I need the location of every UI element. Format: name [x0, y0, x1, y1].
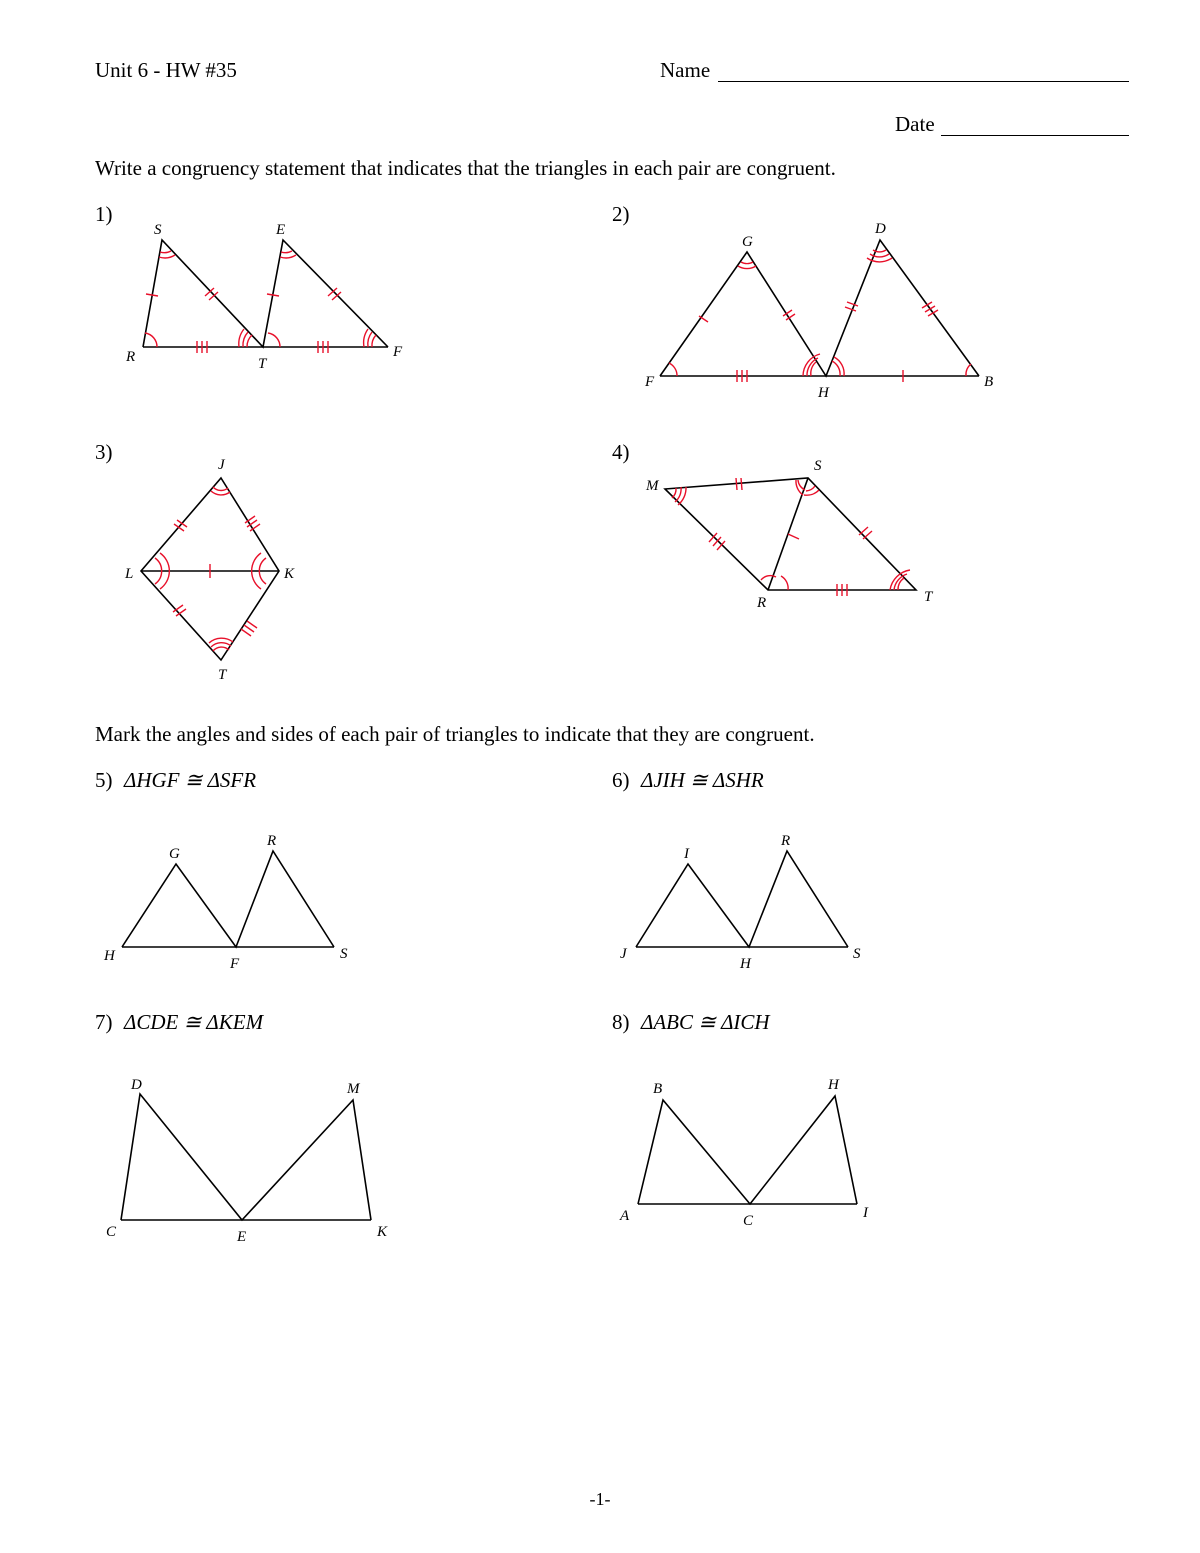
vertex-label-k: K	[377, 1224, 388, 1240]
section2-instruction: Mark the angles and sides of each pair of triangles to indicate that they are congruent.	[95, 722, 815, 746]
vertex-label-l: L	[125, 566, 134, 582]
vertex-label-c: C	[106, 1224, 117, 1240]
vertex-label-s: S	[814, 458, 822, 474]
worksheet-title: Unit 6 - HW #35	[95, 58, 237, 82]
name-label: Name	[660, 58, 711, 82]
vertex-label-f: F	[645, 374, 655, 390]
vertex-label-h: H	[104, 948, 115, 964]
vertex-label-g: G	[742, 234, 753, 250]
vertex-label-f: F	[230, 956, 240, 972]
vertex-label-i: I	[684, 846, 689, 862]
vertex-label-s: S	[340, 946, 348, 962]
vertex-label-r: R	[781, 833, 791, 849]
section1-instruction: Write a congruency statement that indicates that the triangles in each pair are congruent.	[95, 156, 836, 180]
problem-5-number: 5)	[95, 768, 113, 792]
vertex-label-h: H	[828, 1077, 839, 1093]
vertex-label-s: S	[853, 946, 861, 962]
vertex-label-t: T	[924, 589, 933, 605]
vertex-label-r: R	[267, 833, 277, 849]
vertex-label-b: B	[984, 374, 994, 390]
vertex-label-m: M	[646, 478, 659, 494]
vertex-label-f: F	[393, 344, 403, 360]
vertex-label-e: E	[237, 1229, 247, 1245]
vertex-label-m: M	[347, 1081, 360, 1097]
problem-8-number: 8)	[612, 1010, 630, 1034]
vertex-label-r: R	[126, 349, 136, 365]
vertex-label-t: T	[218, 667, 227, 683]
page-number: -1-	[589, 1489, 611, 1509]
problem-8-statement: ΔABC ≅ ΔICH	[641, 1010, 770, 1034]
vertex-label-d: D	[875, 221, 886, 237]
vertex-label-e: E	[276, 222, 286, 238]
vertex-label-d: D	[131, 1077, 142, 1093]
vertex-label-h: H	[740, 956, 751, 972]
vertex-label-a: A	[620, 1208, 630, 1224]
vertex-label-j: J	[218, 457, 225, 473]
vertex-label-b: B	[653, 1081, 663, 1097]
vertex-label-s: S	[154, 222, 162, 238]
vertex-label-c: C	[743, 1213, 754, 1229]
vertex-label-t: T	[258, 356, 267, 372]
problem-7-statement: ΔCDE ≅ ΔKEM	[124, 1010, 264, 1034]
problem-7-number: 7)	[95, 1010, 113, 1034]
vertex-label-g: G	[169, 846, 180, 862]
vertex-label-k: K	[284, 566, 295, 582]
problem-6-statement: ΔJIH ≅ ΔSHR	[641, 768, 764, 792]
problem-4-number: 4)	[612, 440, 630, 464]
vertex-label-r: R	[757, 595, 767, 611]
vertex-label-h: H	[818, 385, 829, 401]
vertex-label-j: J	[620, 946, 627, 962]
problem-3-number: 3)	[95, 440, 113, 464]
vertex-label-i: I	[863, 1205, 868, 1221]
problem-6-number: 6)	[612, 768, 630, 792]
date-label: Date	[895, 112, 935, 136]
problem-1-number: 1)	[95, 202, 113, 226]
problem-2-number: 2)	[612, 202, 630, 226]
problem-5-statement: ΔHGF ≅ ΔSFR	[124, 768, 257, 792]
